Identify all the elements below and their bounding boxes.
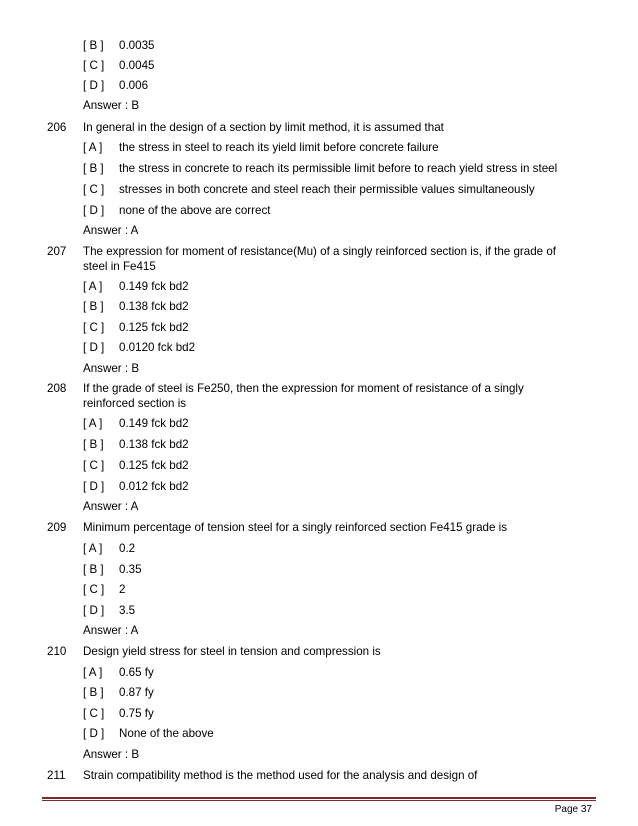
option-text: 0.149 fck bd2 <box>119 280 189 293</box>
option-key: [ D ] <box>83 79 105 92</box>
option-key: [ C ] <box>83 459 105 472</box>
option-key: [ C ] <box>83 321 105 334</box>
option-text: 0.75 fy <box>119 707 154 720</box>
option-text: 2 <box>119 583 126 596</box>
option-key: [ C ] <box>83 583 105 596</box>
option-text: 0.0035 <box>119 39 155 52</box>
question-number: 208 <box>47 382 67 395</box>
option-text: None of the above <box>119 727 214 740</box>
option-key: [ B ] <box>83 686 104 699</box>
answer-line: Answer : B <box>83 362 140 375</box>
option-key: [ C ] <box>83 707 105 720</box>
question-text-cont: steel in Fe415 <box>83 260 156 273</box>
question-number: 206 <box>47 121 67 134</box>
option-text: 0.149 fck bd2 <box>119 417 189 430</box>
option-key: [ D ] <box>83 480 105 493</box>
question-text: If the grade of steel is Fe250, then the expression for moment of resistance of a singly <box>83 382 524 395</box>
option-key: [ D ] <box>83 341 105 354</box>
option-text: 0.65 fy <box>119 666 154 679</box>
footer-rule-thin <box>42 800 596 801</box>
option-key: [ C ] <box>83 59 105 72</box>
answer-line: Answer : A <box>83 624 139 637</box>
option-text: 0.138 fck bd2 <box>119 300 189 313</box>
option-text: the stress in steel to reach its yield limit before concrete failure <box>119 141 439 154</box>
option-text: 0.012 fck bd2 <box>119 480 189 493</box>
option-key: [ B ] <box>83 563 104 576</box>
option-key: [ A ] <box>83 542 103 555</box>
option-text: 0.87 fy <box>119 686 154 699</box>
option-key: [ B ] <box>83 438 104 451</box>
answer-line: Answer : B <box>83 748 140 761</box>
option-key: [ D ] <box>83 204 105 217</box>
question-text: Design yield stress for steel in tension and compression is <box>83 645 381 658</box>
page-number: Page 37 <box>554 804 592 815</box>
option-key: [ A ] <box>83 141 103 154</box>
option-key: [ D ] <box>83 604 105 617</box>
option-text: 0.125 fck bd2 <box>119 321 189 334</box>
option-key: [ A ] <box>83 417 103 430</box>
option-text: 0.0120 fck bd2 <box>119 341 196 354</box>
option-key: [ B ] <box>83 39 104 52</box>
option-key: [ D ] <box>83 727 105 740</box>
option-key: [ A ] <box>83 280 103 293</box>
option-text: 0.0045 <box>119 59 155 72</box>
answer-line: Answer : A <box>83 224 139 237</box>
question-text: Strain compatibility method is the method used for the analysis and design of <box>83 769 478 782</box>
question-text: The expression for moment of resistance(Mu) of a singly reinforced section is, if the grade of <box>83 245 556 258</box>
option-key: [ C ] <box>83 183 105 196</box>
option-key: [ B ] <box>83 162 104 175</box>
question-number: 210 <box>47 645 67 658</box>
option-text: stresses in both concrete and steel reach their permissible values simultaneously <box>119 183 535 196</box>
answer-line: Answer : B <box>83 99 140 112</box>
option-text: 0.2 <box>119 542 136 555</box>
option-text: 0.138 fck bd2 <box>119 438 189 451</box>
option-text: 0.006 <box>119 79 149 92</box>
footer-rule-thick <box>42 797 596 799</box>
question-text: Minimum percentage of tension steel for a singly reinforced section Fe415 grade is <box>83 521 508 534</box>
question-text: In general in the design of a section by limit method, it is assumed that <box>83 121 444 134</box>
question-number: 207 <box>47 245 67 258</box>
option-text: the stress in concrete to reach its permissible limit before to reach yield stress in steel <box>119 162 558 175</box>
option-key: [ B ] <box>83 300 104 313</box>
answer-line: Answer : A <box>83 500 139 513</box>
question-number: 209 <box>47 521 67 534</box>
question-text-cont: reinforced section is <box>83 397 187 410</box>
option-text: 0.35 <box>119 563 142 576</box>
option-text: none of the above are correct <box>119 204 271 217</box>
option-text: 3.5 <box>119 604 136 617</box>
option-text: 0.125 fck bd2 <box>119 459 189 472</box>
option-key: [ A ] <box>83 666 103 679</box>
question-number: 211 <box>47 769 66 782</box>
